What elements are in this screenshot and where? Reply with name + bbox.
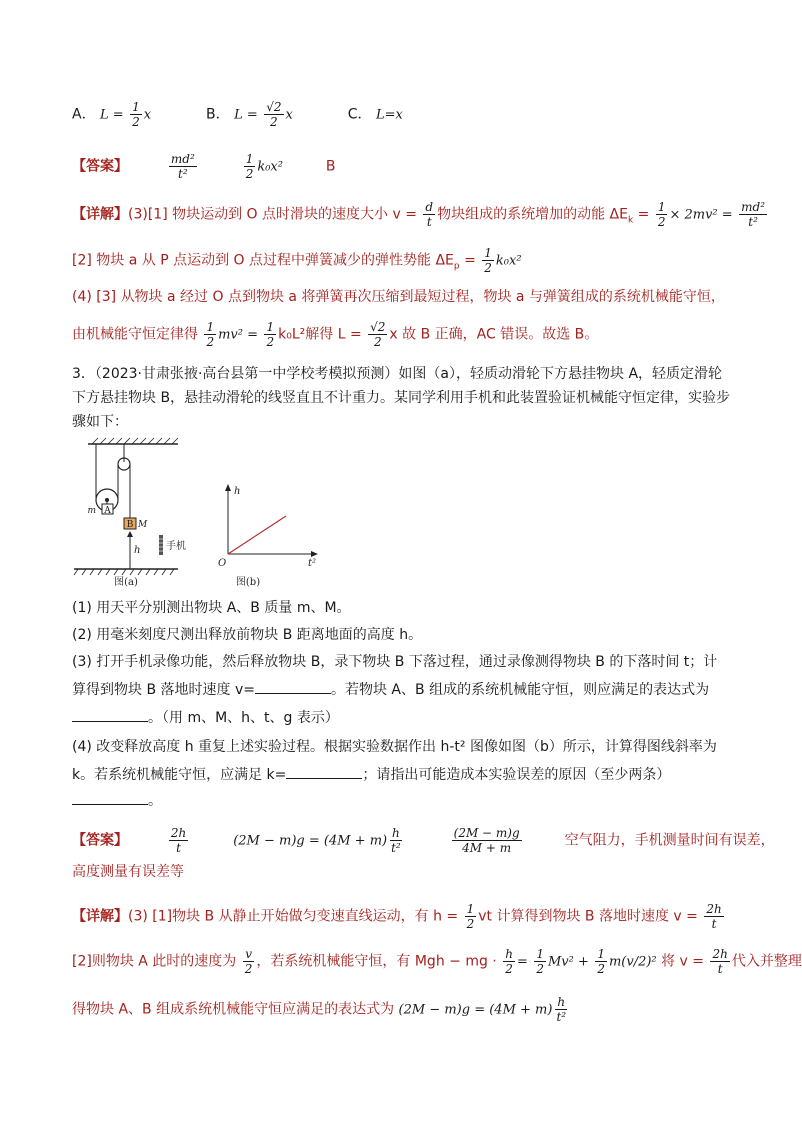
answer-1-blank-2-fraction: $\frac{1}{2}$: [245, 152, 254, 181]
h-t2-line: [228, 516, 286, 554]
detail-2-text-5: Mv² +: [547, 954, 589, 970]
answer-2-reason-line-2: 高度测量有误差等: [72, 864, 184, 880]
q3-line-3: 骤如下：: [72, 414, 128, 430]
axis-t2-label: t²: [308, 558, 317, 569]
figure-a: [74, 438, 194, 588]
detail-1-line-2: [2] 物块 a 从 P 点运动到 O 点过程中弹簧减少的弹性势能 $\Delta E_p$ = $\frac{1}{2}$ k₀x²: [72, 246, 522, 275]
detail-2-frac-half-2: $\frac{1}{2}$: [536, 947, 544, 976]
detail-2-text-2: vt 计算得到物块 B 落地时速度 v =: [478, 908, 698, 925]
step-4-text-b: ；请指出可能造成本实验误差的原因（至少两条）: [362, 767, 671, 783]
detail-1-eq-2: =: [464, 252, 476, 269]
block-b-label: B: [126, 520, 134, 530]
detail-1-eq: =: [637, 206, 650, 223]
detail-2-text-10: 得物块 A、B 组成系统机械能守恒应满足的表达式为: [72, 1001, 395, 1018]
detail-2-frac-v-half: $\frac{v}{2}$: [244, 947, 253, 976]
detail-1-frac-result: $\frac{\text{md²}}{\text{t²}}$: [741, 200, 766, 229]
step-3-line-3: [72, 707, 339, 728]
answer-1-blank-2-tail: k₀x²: [257, 159, 283, 175]
blank-slope-k[interactable]: [286, 764, 362, 779]
mass-m-label: m: [87, 506, 96, 516]
step-4-line-2: [72, 764, 670, 785]
step-4-line-3: [72, 790, 162, 811]
detail-1-frac-half-3: $\frac{1}{2}$: [206, 320, 215, 349]
detail-1-text-8: mv² =: [218, 327, 259, 343]
blank-error-reasons[interactable]: [72, 790, 148, 805]
detail-1-text-9: k₀L²解得 L =: [278, 326, 362, 343]
detail-1-text-2: 物块组成的系统增加的动能 ΔE: [437, 206, 628, 223]
detail-2-frac-half: $\frac{1}{2}$: [466, 902, 475, 931]
option-a-fraction: $\frac{1}{2}$: [132, 100, 140, 129]
option-c-expr: L=x: [376, 107, 403, 123]
options-line: [72, 100, 403, 129]
phone-icon: [159, 535, 163, 555]
detail-1-text-7: 由机械能守恒定律得: [72, 326, 198, 343]
answer-tag-2: 【答案】: [72, 832, 128, 849]
option-a-x: x: [143, 107, 152, 123]
answer-2: [72, 826, 775, 855]
detail-1-frac-half-2: $\frac{1}{2}$: [484, 246, 492, 275]
detail-1-frac-d-t: $\frac{d}{t}$: [425, 200, 434, 229]
figure-a-caption: 图(a): [114, 577, 138, 588]
detail-2-frac-half-3: $\frac{1}{2}$: [597, 947, 605, 976]
detail-2-frac-velocity-2: $\frac{2h}{t}$: [712, 947, 728, 976]
answer-2-eq-frac: $\frac{h}{\text{t²}}$: [391, 826, 401, 855]
step-3-text-c: 。（用 m、M、h、t、g 表示）: [148, 710, 339, 726]
block-a-label: A: [104, 506, 111, 516]
answer-1-blank-3: B: [325, 158, 336, 175]
detail-2-frac-velocity: $\frac{2h}{t}$: [706, 902, 722, 931]
detail-1-line-1: 【详解】(3)[1] 物块运动到 O 点时滑块的速度大小 v = $\frac{d}{t}$ 物块组成的系统增加的动能 $\Delta E_k$ = $\frac{1}{2}$ × 2mv² = $\frac{\text{md²}}{\text{t²}}$: [72, 200, 766, 229]
step-3-text-a: 算得到物块 B 落地时速度 v=: [72, 682, 255, 698]
step-4-text-c: 。: [148, 793, 162, 809]
blank-velocity[interactable]: [255, 679, 331, 694]
answer-2-slope: $\frac{(2M - m)g}{4M + m}$: [453, 826, 520, 855]
detail-2-frac-h-half: $\frac{h}{2}$: [505, 947, 513, 976]
detail-1-text-6: (4) [3] 从物块 a 经过 O 点到物块 a 将弹簧再次压缩到最短过程，物块 a 与弹簧组成的系统机械能守恒，: [72, 289, 725, 305]
detail-1-frac-sqrt: $\frac{√2}{2}$: [370, 320, 386, 349]
answer-1: [72, 152, 335, 181]
detail-2-text-6: m: [608, 954, 622, 970]
step-3-line-1: (3) 打开手机录像功能，然后释放物块 B，录下物块 B 下落过程，通过录像测得物块 B 的下落时间 t；计: [72, 654, 718, 670]
detail-tag-2: 【详解】: [72, 908, 128, 925]
detail-2-text-4: ，若系统机械能守恒，有 Mgh − mg ·: [256, 953, 497, 970]
detail-1-text-4: [2] 物块 a 从 P 点运动到 O 点过程中弹簧减少的弹性势能 ΔE: [72, 252, 454, 269]
option-b-fraction: $\frac{√2}{2}$: [266, 100, 282, 129]
detail-2-line-2: [72, 947, 802, 976]
detail-tag: 【详解】: [72, 206, 128, 223]
detail-1-line-4: [72, 320, 598, 349]
q3-line-1: 3．（2023·甘肃张掖·高台县第一中学校考模拟预测）如图（a），轻质动滑轮下方悬挂物块 A，轻质定滑轮: [72, 366, 723, 382]
blank-expression[interactable]: [72, 707, 148, 722]
answer-2-eq-lhs: (2M − m)g = (4M + m): [233, 833, 388, 849]
detail-2-eq: =: [516, 954, 528, 970]
origin-label: O: [218, 558, 227, 569]
detail-2-text-11: (2M − m)g = (4M + m): [398, 1002, 553, 1018]
detail-2-line-1: [72, 902, 726, 931]
detail-1-frac-half: $\frac{1}{2}$: [657, 200, 666, 229]
answer-1-blank-1: $\frac{\text{md²}}{\text{t²}}$: [170, 152, 195, 181]
detail-1-text-10: x 故 B 正确，AC 错误。故选 B。: [389, 326, 599, 343]
detail-2-line-3: [72, 995, 570, 1024]
detail-2-frac-final: $\frac{h}{\text{t²}}$: [556, 995, 567, 1024]
answer-2-velocity: $\frac{2h}{t}$: [170, 826, 187, 855]
phone-label: 手机: [166, 541, 186, 552]
step-1: (1) 用天平分别测出物块 A、B 质量 m、M。: [72, 600, 351, 616]
option-b-label: B．: [206, 106, 230, 123]
q3-line-2: 下方悬挂物块 B，悬挂动滑轮的线竖直且不计重力。某同学利用手机和此装置验证机械能守恒定律，实验步: [72, 390, 731, 406]
detail-2-text-9: 代入并整理: [731, 953, 802, 970]
detail-1-frac-half-4: $\frac{1}{2}$: [266, 320, 275, 349]
step-2: (2) 用毫米刻度尺测出释放前物块 B 距离地面的高度 h。: [72, 627, 423, 643]
step-3-text-b: 。若物块 A、B 组成的系统机械能守恒，则应满足的表达式为: [330, 682, 710, 698]
detail-1-text-1: (3)[1] 物块运动到 O 点时滑块的速度大小 v =: [128, 206, 417, 223]
figure-b-caption: 图(b): [235, 577, 261, 588]
step-4-line-1: (4) 改变释放高度 h 重复上述实验过程。根据实验数据作出 h-t² 图像如图（b）所示，计算得图线斜率为: [72, 739, 717, 755]
axis-h-label: h: [234, 486, 241, 497]
mass-M-label: M: [138, 520, 148, 530]
option-b-lhs: L =: [234, 107, 258, 123]
step-3-line-2: [72, 679, 709, 700]
detail-2-text-7: (v/2)²: [621, 954, 657, 970]
answer-tag: 【答案】: [72, 158, 128, 175]
option-b-x: x: [285, 107, 293, 123]
option-c-label: C．: [347, 106, 372, 123]
detail-1-line-3: [72, 287, 725, 307]
option-a-label: A．: [72, 106, 96, 123]
figure-b: [214, 480, 334, 588]
detail-1-text-3: × 2mv² =: [669, 207, 733, 223]
detail-1-text-5: k₀x²: [495, 253, 522, 269]
detail-2-text-8: 将 v =: [661, 953, 705, 970]
option-a-lhs: L =: [100, 107, 124, 123]
answer-2-reason: 空气阻力，手机测量时间有误差，: [564, 832, 775, 849]
step-4-text-a: k。若系统机械能守恒，应满足 k=: [72, 767, 287, 783]
detail-2-text-1: (3) [1]物块 B 从静止开始做匀变速直线运动，有 h =: [128, 908, 459, 925]
detail-2-text-3: [2]则物块 A 此时的速度为: [72, 953, 237, 970]
height-h-label: h: [134, 545, 141, 556]
